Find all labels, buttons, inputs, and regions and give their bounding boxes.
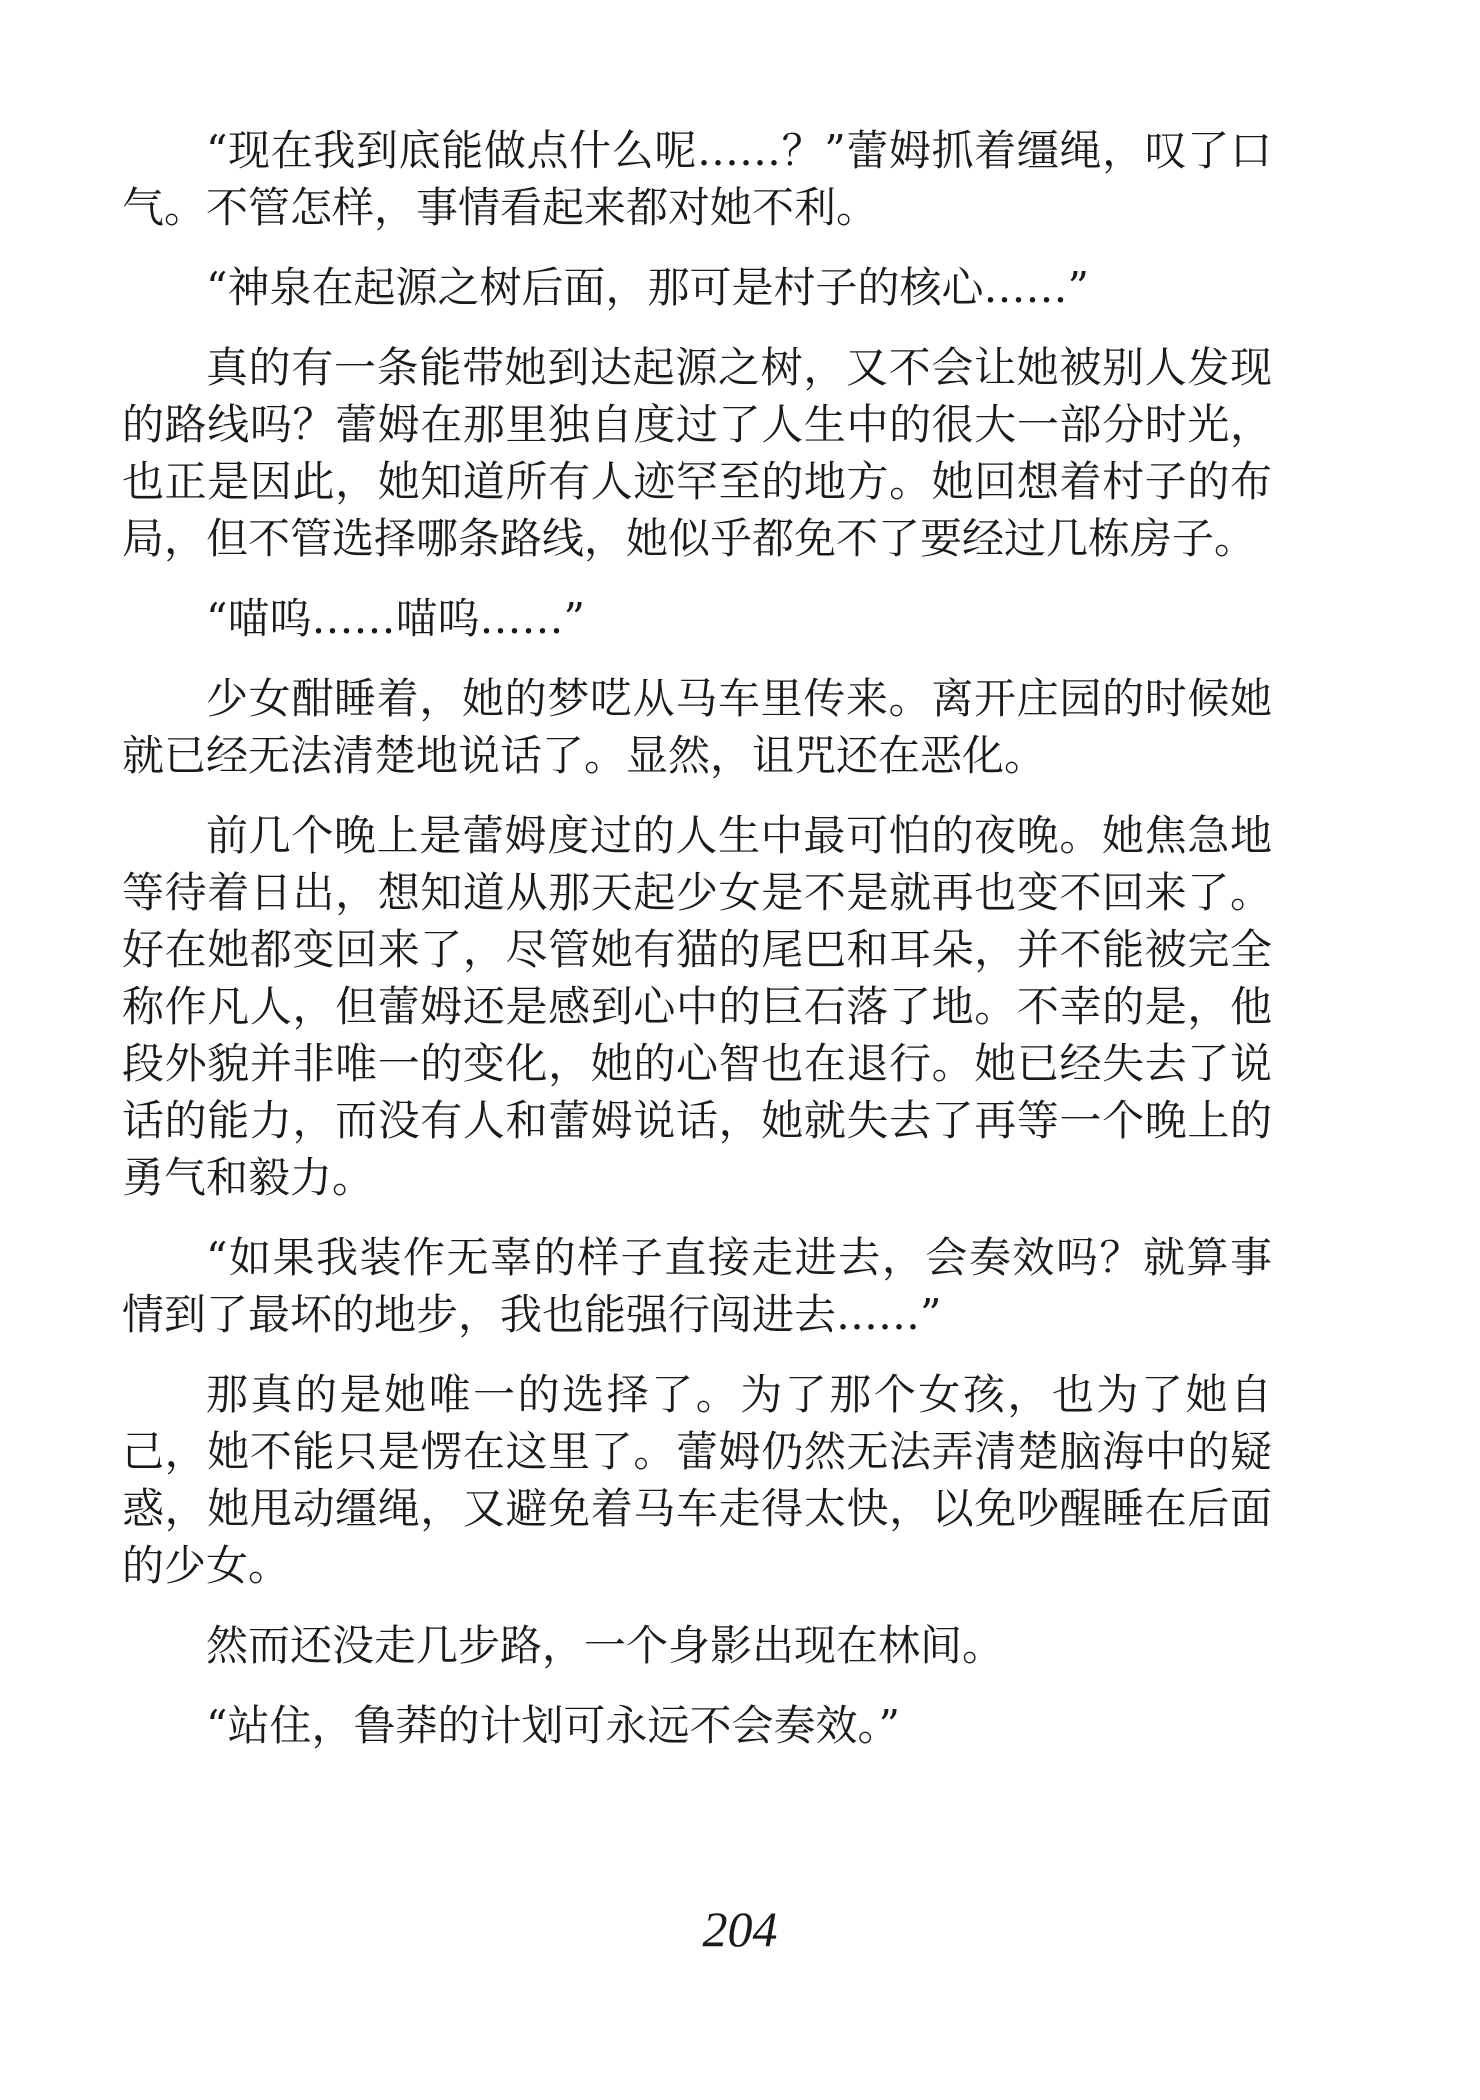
paragraph-5: 少女酣睡着，她的梦呓从马车里传来。离开庄园的时候她就已经无法清楚地说话了。显然，诅咒还在恶化。	[122, 674, 1272, 780]
paragraph-3: 真的有一条能带她到达起源之树，又不会让她被别人发现的路线吗？蕾姆在那里独自度过了人生中的很大一部分时光，也正是因此，她知道所有人迹罕至的地方。她回想着村子的布局，但不管选择哪条路线，她似乎都免不了要经过几栋房子。	[122, 343, 1272, 563]
page-number: 204	[702, 1901, 778, 1957]
body-text	[122, 122, 1272, 1777]
paragraph-7: “如果我装作无辜的样子直接走进去，会奏效吗？就算事情到了最坏的地步，我也能强行闯进去……”	[122, 1233, 1272, 1339]
paragraph-4: “喵呜……喵呜……”	[206, 594, 585, 643]
paragraph-1: “现在我到底能做点什么呢……？”蕾姆抓着缰绳，叹了口气。不管怎样，事情看起来都对她不利。	[122, 126, 1272, 232]
paragraph-9: 然而还没走几步路，一个身影出现在林间。	[206, 1621, 1005, 1670]
paragraph-6: 前几个晚上是蕾姆度过的人生中最可怕的夜晚。她焦急地等待着日出，想知道从那天起少女是不是就再也变不回来了。好在她都变回来了，尽管她有猫的尾巴和耳朵，并不能被完全称作凡人，但蕾姆还是感到心中的巨石落了地。不幸的是，他段外貌并非唯一的变化，她的心智也在退行。她已经失去了说话的能力，而没有人和蕾姆说话，她就失去了再等一个晚上的勇气和毅力。	[122, 811, 1272, 1202]
paragraph-8: 那真的是她唯一的选择了。为了那个女孩，也为了她自己，她不能只是愣在这里了。蕾姆仍然无法弄清楚脑海中的疑惑，她甩动缰绳，又避免着马车走得太快，以免吵醒睡在后面的少女。	[122, 1370, 1272, 1590]
paragraph-2: “神泉在起源之树后面，那可是村子的核心……”	[206, 263, 1089, 312]
paragraph-10: “站住，鲁莽的计划可永远不会奏效。”	[206, 1701, 900, 1750]
